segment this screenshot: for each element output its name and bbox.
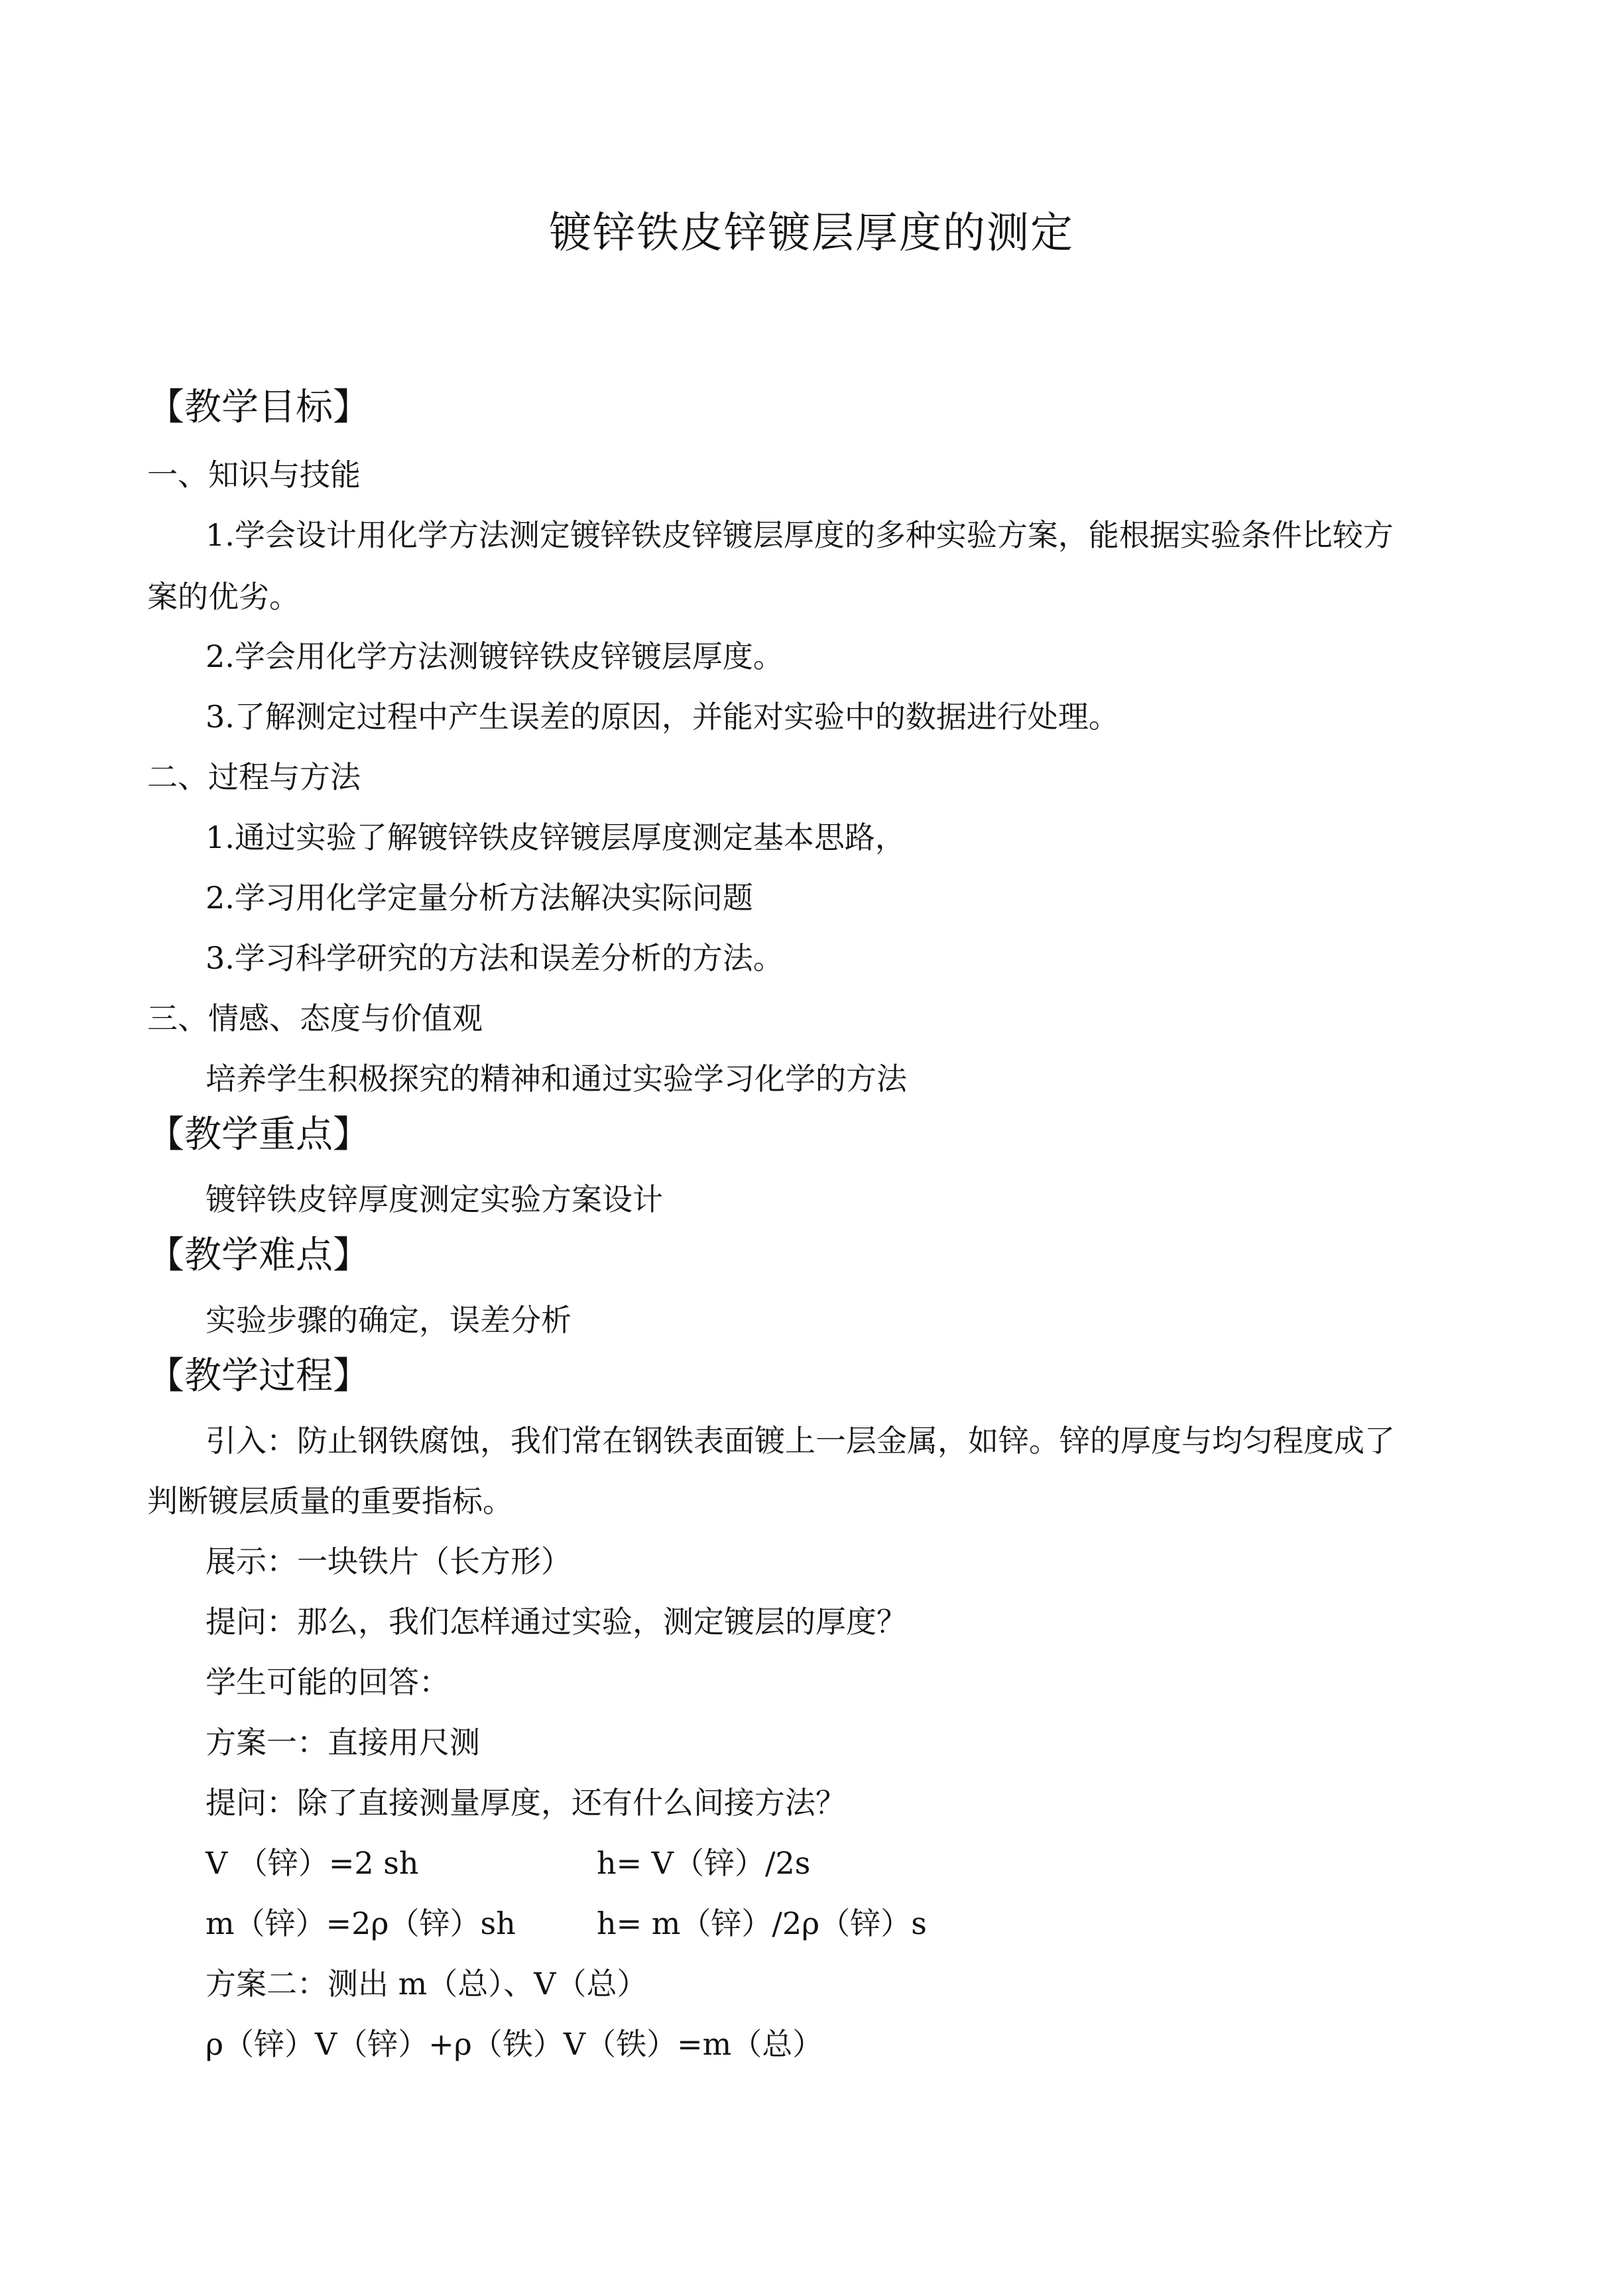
student-answers: 学生可能的回答： bbox=[206, 1664, 450, 1700]
question-1: 提问：那么，我们怎样通过实验，测定镀层的厚度？ bbox=[206, 1604, 907, 1640]
difficulties-item: 实验步骤的确定，误差分析 bbox=[206, 1302, 571, 1338]
knowledge-item-3: 3.了解测定过程中产生误差的原因，并能对实验中的数据进行处理。 bbox=[206, 699, 1119, 735]
knowledge-item-1: 1.学会设计用化学方法测定镀锌铁皮锌镀层厚度的多种实验方案，能根据实验条件比较方 bbox=[206, 517, 1394, 553]
process-item-2: 2.学习用化学定量分析方法解决实际问题 bbox=[206, 880, 753, 916]
formula-height-volume: h= V（锌）/2s bbox=[597, 1845, 811, 1881]
show-line: 展示：一块铁片（长方形） bbox=[206, 1543, 571, 1579]
values-item-1: 培养学生积极探究的精神和通过实验学习化学的方法 bbox=[206, 1061, 907, 1097]
process-item-3: 3.学习科学研究的方法和误差分析的方法。 bbox=[206, 940, 784, 976]
values-heading: 三、情感、态度与价值观 bbox=[147, 1000, 483, 1036]
formula-mass: m（锌）=2ρ（锌）sh bbox=[206, 1905, 516, 1941]
key-points-item: 镀锌铁皮锌厚度测定实验方案设计 bbox=[206, 1181, 663, 1217]
formula-volume: V （锌）=2 sh bbox=[206, 1845, 419, 1881]
procedure-heading: 【教学过程】 bbox=[147, 1355, 370, 1398]
question-2: 提问：除了直接测量厚度，还有什么间接方法？ bbox=[206, 1785, 846, 1821]
key-points-heading: 【教学重点】 bbox=[147, 1113, 370, 1156]
intro-line: 引入：防止钢铁腐蚀，我们常在钢铁表面镀上一层金属，如锌。锌的厚度与均匀程度成了 bbox=[206, 1423, 1395, 1459]
intro-line-cont: 判断镀层质量的重要指标。 bbox=[147, 1483, 513, 1519]
knowledge-item-1-cont: 案的优劣。 bbox=[147, 579, 300, 615]
difficulties-heading: 【教学难点】 bbox=[147, 1234, 370, 1277]
process-item-1: 1.通过实验了解镀锌铁皮锌镀层厚度测定基本思路， bbox=[206, 819, 906, 855]
formula-height-mass: h= m（锌）/2ρ（锌）s bbox=[597, 1905, 927, 1941]
process-heading: 二、过程与方法 bbox=[147, 759, 361, 795]
objectives-heading: 【教学目标】 bbox=[147, 386, 370, 429]
knowledge-heading: 一、知识与技能 bbox=[147, 457, 361, 493]
plan-2: 方案二：测出 m（总）、V（总） bbox=[206, 1966, 648, 2002]
plan-1: 方案一：直接用尺测 bbox=[206, 1724, 480, 1760]
knowledge-item-2: 2.学会用化学方法测镀锌铁皮锌镀层厚度。 bbox=[206, 638, 784, 674]
document-title: 镀锌铁皮锌镀层厚度的测定 bbox=[549, 209, 1074, 258]
formula-total-mass: ρ（锌）V（锌）+ρ（铁）V（铁）=m（总） bbox=[206, 2026, 823, 2062]
